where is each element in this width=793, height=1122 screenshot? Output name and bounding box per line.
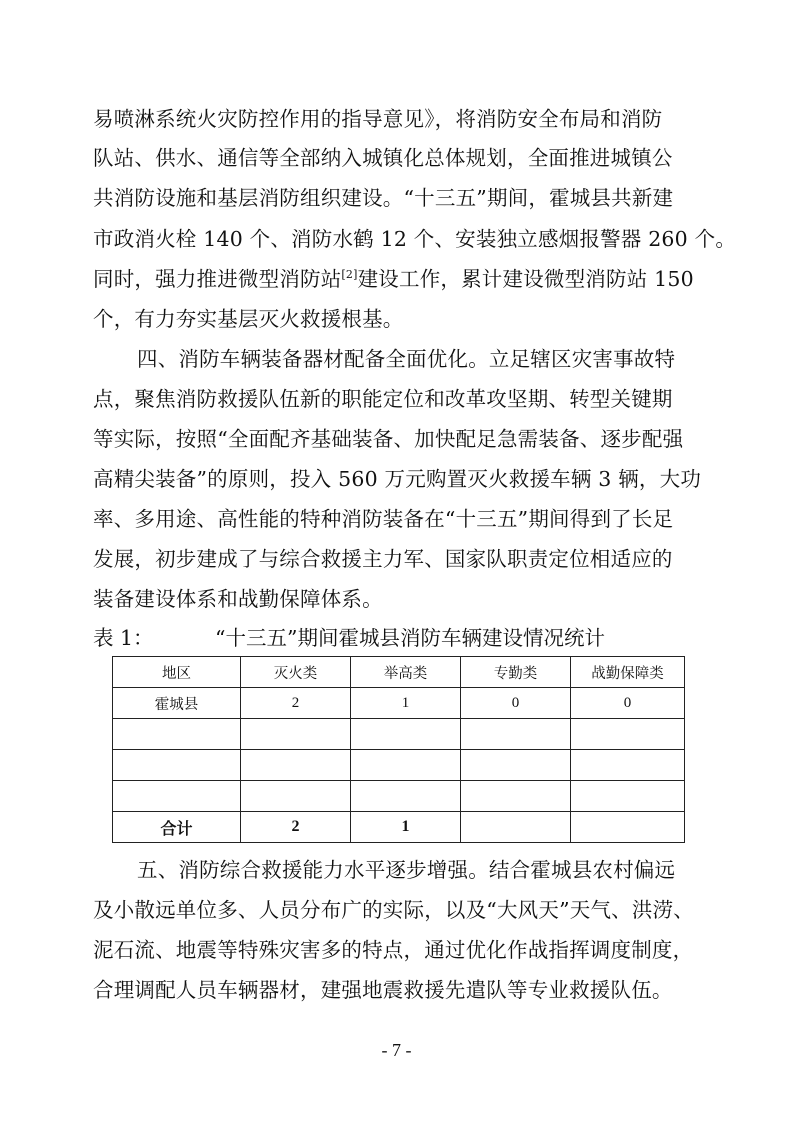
table-cell: [113, 781, 241, 812]
table-cell: [351, 781, 461, 812]
paragraph-line: [93, 264, 694, 294]
table-cell: [461, 781, 571, 812]
table-cell: 0: [461, 688, 571, 719]
table-label: 表 1：: [93, 626, 154, 650]
table-cell: [351, 750, 461, 781]
table-row: [113, 719, 685, 750]
page-number: - 7 -: [381, 1040, 412, 1060]
table-cell: [461, 750, 571, 781]
paragraph-line: 及小散远单位多、人员分布广的实际，以及“大风天”天气、洪涝、: [93, 898, 694, 922]
paragraph-line: 装备建设体系和战勤保障体系。: [93, 587, 383, 611]
header-cell: 专勤类: [461, 657, 571, 688]
table-row: [113, 688, 685, 719]
table-header-row: [113, 657, 685, 688]
paragraph-line: 发展，初步建成了与综合救援主力军、国家队职责定位相适应的: [93, 547, 673, 571]
paragraph-line: 共消防设施和基层消防组织建设。“十三五”期间，霍城县共新建: [93, 186, 674, 210]
table-caption: [93, 623, 605, 653]
table-title: “十三五”期间霍城县消防车辆建设情况统计: [215, 626, 605, 650]
header-cell: 地区: [113, 657, 241, 688]
header-cell: 举高类: [351, 657, 461, 688]
paragraph-line: 队站、供水、通信等全部纳入城镇化总体规划，全面推进城镇公: [93, 146, 673, 170]
table-cell: [113, 719, 241, 750]
table-cell: [461, 719, 571, 750]
paragraph-line: 率、多用途、高性能的特种消防装备在“十三五”期间得到了长足: [93, 507, 674, 531]
paragraph-line: 合理调配人员车辆器材，建强地震救援先遣队等专业救援队伍。: [93, 978, 673, 1002]
table-cell: [571, 750, 685, 781]
table-cell: [241, 781, 351, 812]
table-cell: [571, 719, 685, 750]
paragraph-line: 易喷淋系统火灾防控作用的指导意见》，将消防安全布局和消防: [93, 107, 663, 131]
table-cell: 1: [351, 688, 461, 719]
vehicle-stats-table: [112, 656, 685, 843]
paragraph-line: 高精尖装备”的原则，投入 560 万元购置灭火救援车辆 3 辆，大功: [93, 467, 702, 491]
paragraph-line: 市政消火栓 140 个、消防水鹤 12 个、安装独立感烟报警器 260 个。: [93, 227, 737, 251]
paragraph-line: 等实际，按照“全面配齐基础装备、加快配足急需装备、逐步配强: [93, 427, 684, 451]
footnote-ref[interactable]: [2]: [341, 268, 358, 282]
total-label-cell: 合计: [113, 812, 241, 843]
total-cell: [461, 812, 571, 843]
table-cell: [241, 750, 351, 781]
total-cell: 1: [351, 812, 461, 843]
table-row: [113, 781, 685, 812]
header-cell: 灭火类: [241, 657, 351, 688]
table-cell: 0: [571, 688, 685, 719]
table-cell: [571, 781, 685, 812]
paragraph-line: 点，聚焦消防救援队伍新的职能定位和改革攻坚期、转型关键期: [93, 387, 673, 411]
total-cell: [571, 812, 685, 843]
text-span: 建设工作，累计建设微型消防站 150: [357, 267, 694, 291]
table-cell: 2: [241, 688, 351, 719]
table-cell: 霍城县: [113, 688, 241, 719]
section-heading-line: 四、消防车辆装备器材配备全面优化。立足辖区灾害事故特: [137, 347, 676, 371]
total-cell: 2: [241, 812, 351, 843]
table-cell: [113, 750, 241, 781]
table-total-row: [113, 812, 685, 843]
paragraph-line: 个，有力夯实基层灭火救援根基。: [93, 307, 404, 331]
section-heading-line: 五、消防综合救援能力水平逐步增强。结合霍城县农村偏远: [137, 858, 676, 882]
paragraph-line: 泥石流、地震等特殊灾害多的特点，通过优化作战指挥调度制度，: [93, 938, 694, 962]
table-cell: [351, 719, 461, 750]
table-row: [113, 750, 685, 781]
text-span: 同时，强力推进微型消防站: [93, 267, 342, 291]
header-cell: 战勤保障类: [571, 657, 685, 688]
table-cell: [241, 719, 351, 750]
